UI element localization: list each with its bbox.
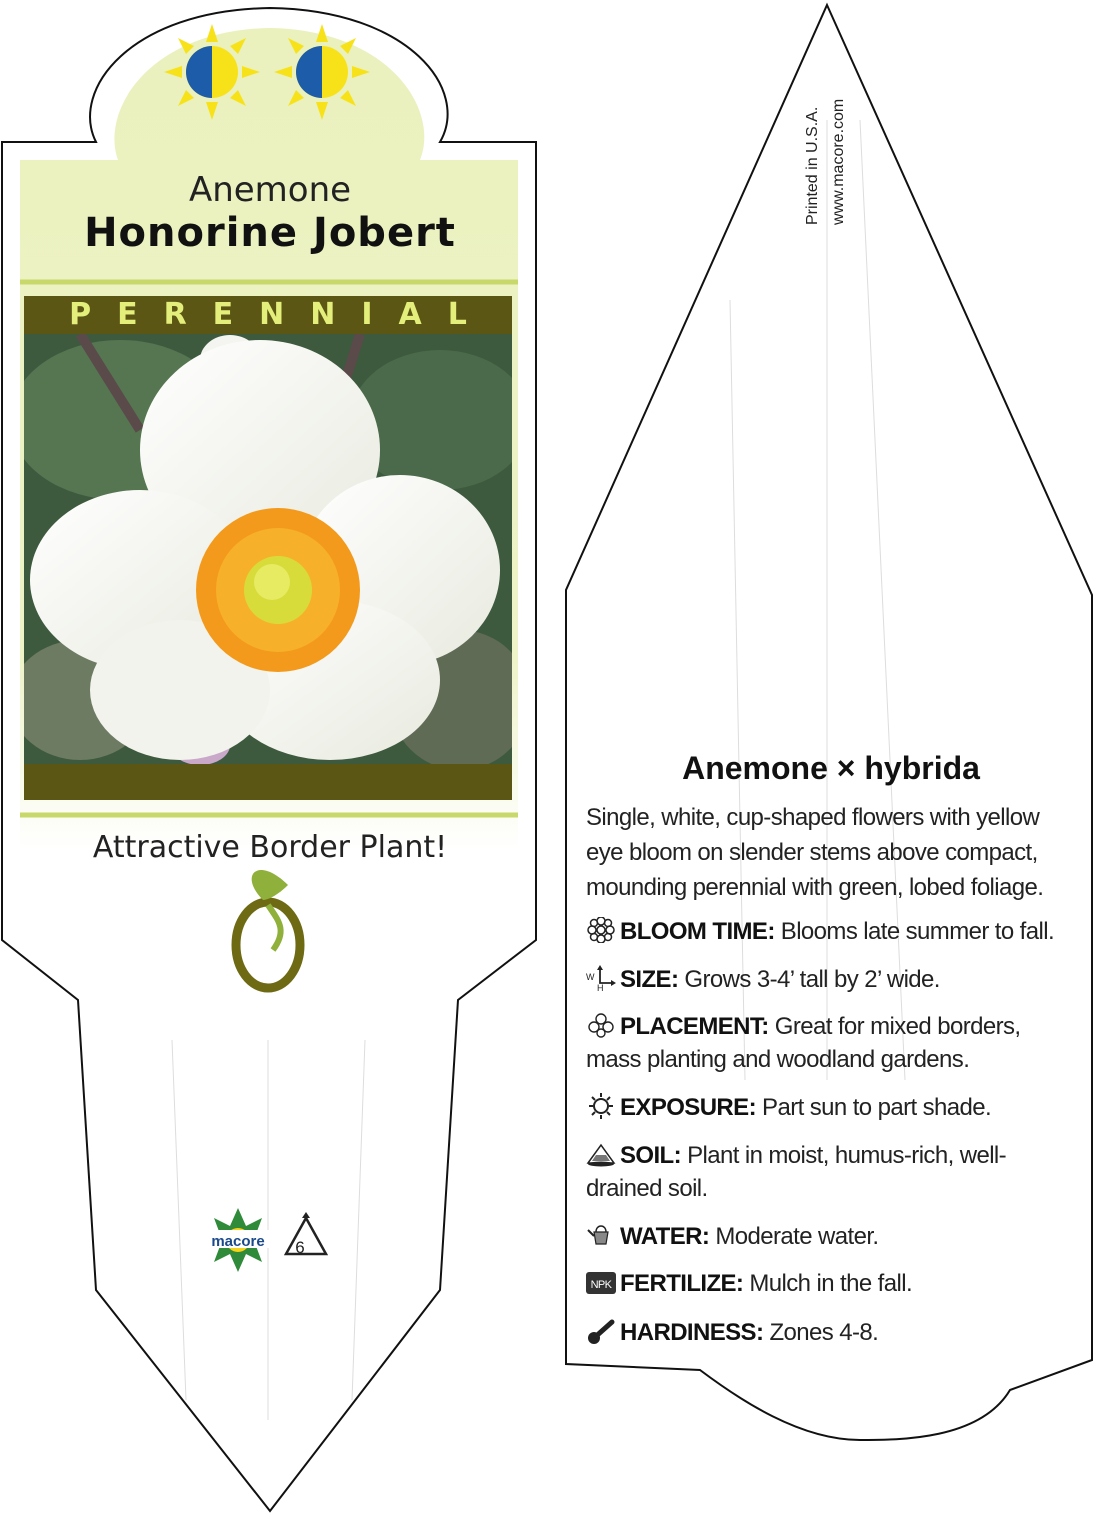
part-sun-icon xyxy=(164,24,260,120)
water-label: WATER: xyxy=(620,1223,710,1250)
water-text: Moderate water. xyxy=(715,1223,879,1250)
bloom-time-row xyxy=(586,915,1076,948)
hardiness-row xyxy=(586,1316,1076,1349)
description: Single, white, cup-shaped flowers with yellow eye bloom on slender stems above compact, mounding perennial with green, lobed foliage. xyxy=(586,804,1044,901)
exposure-row xyxy=(586,1091,1076,1124)
fertilize-label: FERTILIZE: xyxy=(620,1270,744,1297)
size-icon xyxy=(586,965,616,991)
npk-icon xyxy=(586,1269,616,1295)
soil-row xyxy=(586,1139,1076,1205)
fertilize-row xyxy=(586,1267,1076,1300)
hardiness-text: Zones 4-8. xyxy=(769,1319,879,1346)
size-text: Grows 3-4’ tall by 2’ wide. xyxy=(684,966,940,993)
svg-text:NPK: NPK xyxy=(590,1279,612,1291)
macore-logo-text: macore xyxy=(211,1233,265,1250)
size-row xyxy=(586,963,1076,996)
recycle-code: 6 xyxy=(295,1238,305,1257)
svg-text:H: H xyxy=(597,983,603,991)
exposure-text: Part sun to part shade. xyxy=(762,1094,992,1121)
placement-icon xyxy=(586,1012,616,1038)
photo-bottom-band xyxy=(24,764,512,800)
placement-text: Great for mixed borders, mass planting and woodland gardens. xyxy=(586,1013,1021,1073)
part-sun-icon xyxy=(274,24,370,120)
plant-cultivar: Honorine Jobert xyxy=(84,210,456,256)
thermometer-icon xyxy=(586,1318,616,1344)
svg-text:W: W xyxy=(586,972,594,982)
size-label: SIZE: xyxy=(620,966,679,993)
soil-text: Plant in moist, humus-rich, well-drained soil. xyxy=(586,1142,1007,1202)
botanical-name: Anemone × hybrida xyxy=(682,750,980,786)
water-row xyxy=(586,1220,1076,1253)
plant-genus: Anemone xyxy=(188,170,352,210)
fertilize-text: Mulch in the fall. xyxy=(749,1270,913,1297)
watering-can-icon xyxy=(586,1222,616,1248)
category-label: PERENNIAL xyxy=(69,297,493,332)
exposure-label: EXPOSURE: xyxy=(620,1094,756,1121)
placement-row xyxy=(586,1010,1076,1076)
soil-label: SOIL: xyxy=(620,1142,681,1169)
hardiness-label: HARDINESS: xyxy=(620,1319,764,1346)
soil-icon xyxy=(586,1141,616,1167)
printed-in: Printed in U.S.A. xyxy=(804,106,821,225)
flower-photo xyxy=(10,334,530,770)
sun-icon xyxy=(586,1093,616,1119)
tagline: Attractive Border Plant! xyxy=(92,830,448,865)
bloom-time-label: BLOOM TIME: xyxy=(620,918,775,945)
printed-info xyxy=(800,65,860,265)
bloom-time-text: Blooms late summer to fall. xyxy=(780,918,1055,945)
placement-label: PLACEMENT: xyxy=(620,1013,769,1040)
website: www.macore.com xyxy=(830,98,847,225)
flower-icon xyxy=(586,917,616,943)
